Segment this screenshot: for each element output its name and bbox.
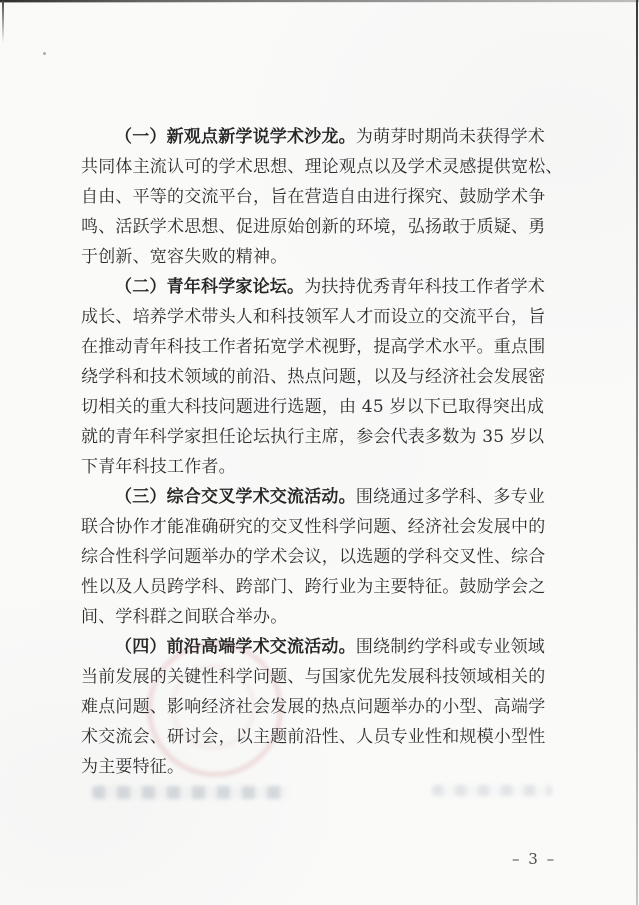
paragraph-4 — [81, 632, 601, 782]
scan-edge-left — [2, 1, 4, 43]
dust-speck — [43, 52, 46, 55]
paragraph-1-body: 为萌芽时期尚未获得学术 共同体主流认可的学术思想、理论观点以及学术灵感提供宽松、 自由、平等的交流平台，旨在营造自由进行探究、鼓励学术争 鸣、活跃学术思想、促进原始创新的环境，弘扬敢于质疑、勇 于创新、宽容失败的精神。 — [81, 127, 563, 267]
paragraph-2 — [81, 272, 601, 482]
paragraph-4-body: 围绕制约学科或专业领域 当前发展的关键性科学问题、与国家优先发展科技领域相关的 难点问题、影响经济社会发展的热点问题举办的小型、高端学 术交流会、研讨会，以主题前沿性、人员专业性和规模小型性 为主要特征。 — [81, 637, 546, 777]
paragraph-1-heading: （一）新观点新学说学术沙龙。 — [115, 127, 356, 147]
scan-edge-right — [636, 0, 638, 905]
paragraph-3-heading: （三）综合交叉学术交流活动。 — [115, 487, 356, 507]
paragraph-4-heading: （四）前沿高端学术交流活动。 — [115, 637, 356, 657]
paragraph-3 — [81, 482, 601, 632]
paragraph-1 — [81, 122, 601, 272]
ghost-text-smudge-right — [432, 785, 552, 796]
document-body-text — [81, 122, 601, 782]
scan-edge-top-shadow — [0, 2, 639, 3]
ghost-text-smudge-left — [92, 786, 287, 799]
page-number: – 3 – — [512, 850, 557, 868]
paragraph-2-heading: （二）青年科学家论坛。 — [115, 277, 305, 297]
paragraph-3-body: 围绕通过多学科、多专业 联合协作才能准确研究的交叉性科学问题、经济社会发展中的 综合性科学问题举办的学术会议，以选题的学科交叉性、综合 性以及人员跨学科、跨部门、跨行业为主要特征。鼓励学会之 间、学科群之间联合举办。 — [81, 487, 546, 627]
paragraph-2-body: 为扶持优秀青年科技工作者学术 成长、培养学术带头人和科技领军人才而设立的交流平台，旨 在推动青年科技工作者拓宽学术视野，提高学术水平。重点围 绕学科和技术领域的前沿、热点问题，以及与经济社会发展密 切相关的重大科技问题进行选题，由 45 岁以下已取得突出成 就的青年科学家担任论坛执行主席，参会代表多数为 35 岁以 下青年科技工作者。 — [81, 277, 546, 477]
